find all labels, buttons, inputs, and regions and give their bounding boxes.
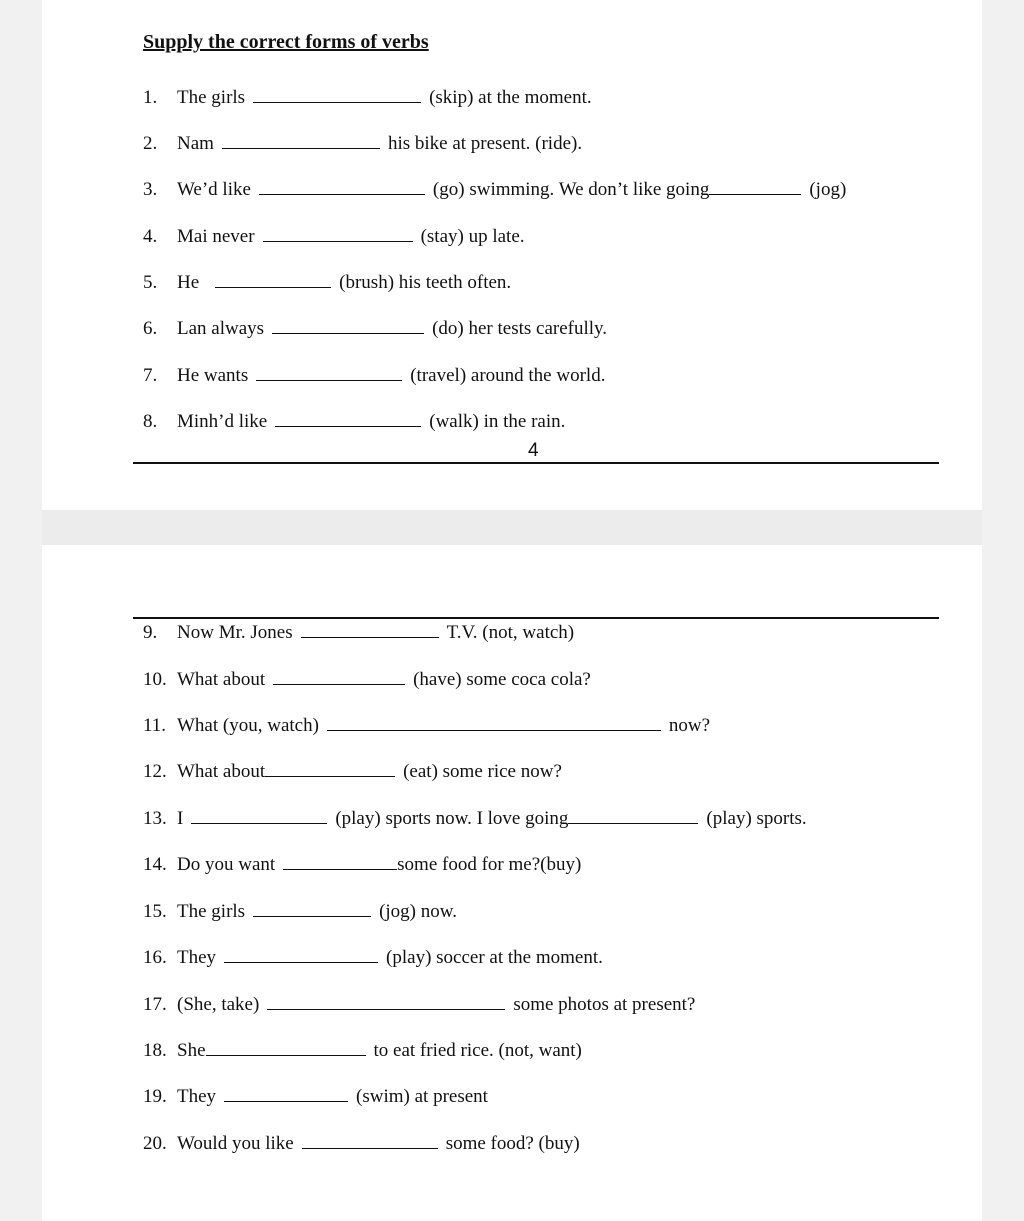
answer-blank[interactable] (222, 147, 380, 149)
answer-blank[interactable] (259, 193, 425, 195)
answer-blank[interactable] (267, 1008, 505, 1010)
worksheet-page-2 (42, 545, 982, 1221)
question-13: 13. I (play) sports now. I love going (play) sports. (143, 808, 807, 829)
answer-blank[interactable] (283, 868, 397, 870)
answer-blank[interactable] (224, 961, 378, 963)
worksheet-title: Supply the correct forms of verbs (143, 31, 429, 53)
page-separator (42, 510, 982, 545)
answer-blank[interactable] (224, 1100, 348, 1102)
question-1: 1. The girls (skip) at the moment. (143, 87, 592, 108)
answer-blank[interactable] (273, 683, 405, 685)
question-16: 16. They (play) soccer at the moment. (143, 947, 603, 968)
page-header-rule (133, 617, 939, 619)
question-4: 4. Mai never (stay) up late. (143, 226, 525, 247)
answer-blank[interactable] (709, 193, 801, 195)
question-2: 2. Nam his bike at present. (ride). (143, 133, 583, 154)
question-18: 18. She to eat fried rice. (not, want) (143, 1040, 582, 1061)
question-17: 17. (She, take) some photos at present? (143, 994, 696, 1015)
answer-blank[interactable] (265, 775, 395, 777)
question-5: 5. He (brush) his teeth often. (143, 272, 512, 293)
question-3: 3. We’d like (go) swimming. We don’t like going (jog) (143, 179, 847, 200)
page-footer-rule (133, 462, 939, 464)
answer-blank[interactable] (301, 636, 439, 638)
answer-blank[interactable] (215, 286, 331, 288)
answer-blank[interactable] (256, 379, 402, 381)
answer-blank[interactable] (275, 425, 421, 427)
question-10: 10. What about (have) some coca cola? (143, 669, 591, 690)
answer-blank[interactable] (253, 101, 421, 103)
answer-blank[interactable] (568, 822, 698, 824)
question-14: 14. Do you want some food for me?(buy) (143, 854, 582, 875)
question-6: 6. Lan always (do) her tests carefully. (143, 318, 608, 339)
page-number: 4 (528, 440, 539, 461)
answer-blank[interactable] (272, 332, 424, 334)
answer-blank[interactable] (206, 1054, 366, 1056)
question-7: 7. He wants (travel) around the world. (143, 365, 606, 386)
answer-blank[interactable] (191, 822, 327, 824)
question-12: 12. What about (eat) some rice now? (143, 761, 562, 782)
worksheet-page-1 (42, 0, 982, 510)
question-19: 19. They (swim) at present (143, 1086, 488, 1107)
question-8: 8. Minh’d like (walk) in the rain. (143, 411, 566, 432)
answer-blank[interactable] (302, 1147, 438, 1149)
question-9: 9. Now Mr. Jones T.V. (not, watch) (143, 622, 575, 643)
answer-blank[interactable] (253, 915, 371, 917)
question-15: 15. The girls (jog) now. (143, 901, 457, 922)
question-11: 11. What (you, watch) now? (143, 715, 711, 736)
answer-blank[interactable] (327, 729, 661, 731)
question-20: 20. Would you like some food? (buy) (143, 1133, 580, 1154)
answer-blank[interactable] (263, 240, 413, 242)
